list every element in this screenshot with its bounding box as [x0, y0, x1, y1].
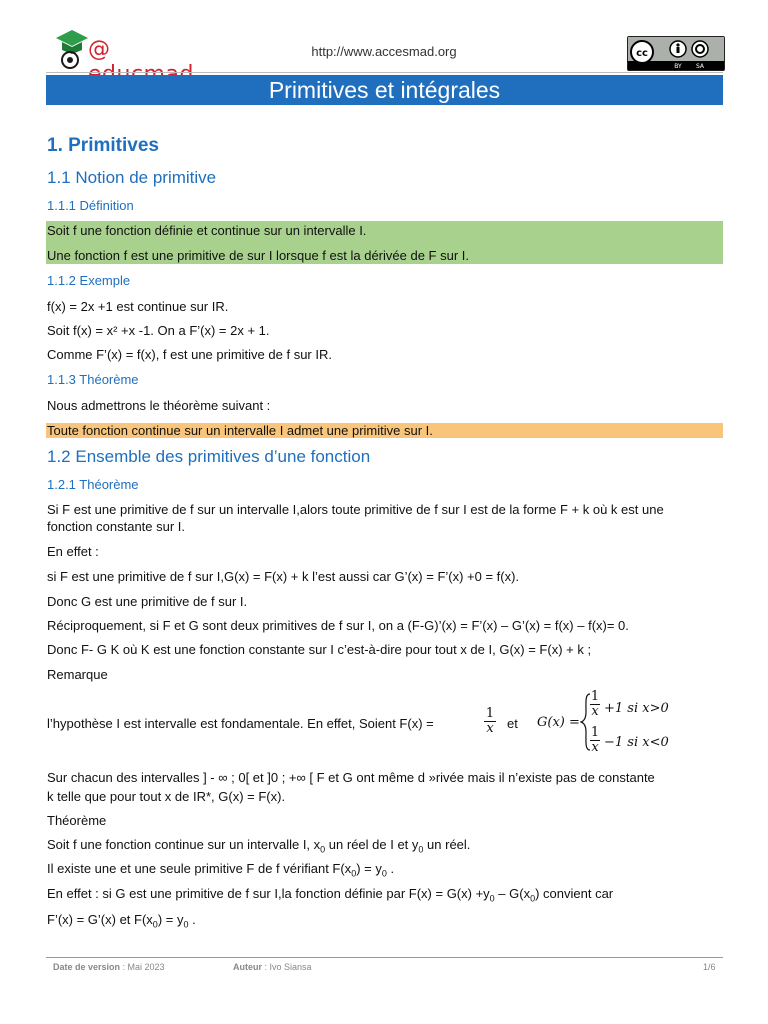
footer-author: Auteur : Ivo Siansa — [233, 962, 312, 972]
definition-line-2: Une fonction f est une primitive de sur I lorsque f est la dérivée de F sur I. — [47, 248, 469, 263]
section-heading-primitives: 1. Primitives — [47, 135, 159, 156]
svg-text:SA: SA — [695, 63, 705, 70]
soit-line: Soit f une fonction continue sur un intervalle I, $x_0$ un réel de I et $y_0$ un réel. — [47, 837, 471, 855]
footer-page-number: 1/6 — [703, 962, 716, 972]
paragraph-line-1: Si F est une primitive de f sur un intervalle I,alors toute primitive de f sur I est de la forme F + k où k est une — [47, 502, 664, 517]
cc-by-sa-icon — [628, 37, 724, 70]
heading-theoreme-1: 1.1.3 Théorème — [47, 372, 139, 387]
en-effet-label: En effet : — [47, 544, 99, 559]
definition-line-1: Soit f une fonction définie et continue sur un intervalle I. — [47, 223, 367, 238]
theorem-statement: Toute fonction continue sur un intervalle I admet une primitive sur I. — [47, 423, 433, 438]
subsection-notion-de-primitive: 1.1 Notion de primitive — [47, 168, 217, 187]
subsection-ensemble-primitives: 1.2 Ensemble des primitives d’une fonction — [47, 447, 371, 466]
case1-fraction: 1 x — [590, 689, 600, 719]
site-url[interactable]: http://www.accesmad.org — [311, 44, 457, 59]
svg-text:cc: cc — [636, 48, 648, 59]
theorem-intro: Nous admettrons le théorème suivant : — [47, 398, 271, 413]
footer-version: Date de version : Mai 2023 — [53, 962, 165, 972]
intervals-line-1: Sur chacun des intervalles ] - ∞ ; 0[ et ]0 ; +∞ [ F et G ont même d »rivée mais il n’existe pas de constante — [47, 770, 655, 785]
heading-exemple: 1.1.2 Exemple — [47, 273, 131, 288]
hypothesis-text: l’hypothèse I est intervalle est fondamentale. En effet, Soient F(x) = — [47, 716, 434, 731]
proof-line-a: si F est une primitive de f sur I,G(x) = F(x) + k l’est aussi car G’(x) = F’(x) +0 = f(x). — [47, 569, 520, 584]
last-line: F’(x) = G’(x) et $F(x_0) = y_0$ . — [47, 912, 196, 930]
svg-text:BY: BY — [674, 63, 682, 70]
footer-divider — [46, 957, 723, 958]
existence-line: Il existe une et une seule primitive F de f vérifiant $F(x_0) = y_0$ . — [47, 861, 395, 879]
g-label: G(x) = — [537, 715, 580, 730]
header-divider — [46, 72, 723, 73]
heading-definition: 1.1.1 Définition — [47, 198, 134, 213]
example-line-1: f(x) = 2x +1 est continue sur IR. — [47, 299, 229, 314]
heading-theoreme-2: 1.2.1 Théorème — [47, 477, 139, 492]
case2-tail: −1 si x<0 — [604, 735, 669, 750]
fraction-F: 1 x — [485, 706, 495, 736]
intervals-line-2: k telle que pour tout x de IR*, G(x) = F(x). — [47, 789, 286, 804]
et-word: et — [507, 716, 518, 731]
case2-fraction: 1 x — [590, 725, 600, 755]
cc-license-badge — [627, 36, 725, 71]
proof-line-b: Donc G est une primitive de f sur I. — [47, 594, 248, 609]
paragraph-line-2: fonction constante sur I. — [47, 519, 186, 534]
theoreme-label: Théorème — [47, 813, 107, 828]
remarque-label: Remarque — [47, 667, 108, 682]
example-line-3: Comme F’(x) = f(x), f est une primitive de f sur IR. — [47, 347, 332, 362]
logo-text: @ — [88, 37, 111, 62]
proof-line-c: Réciproquement, si F et G sont deux primitives de f sur I, on a (F-G)’(x) = F’(x) – G’(x) = f(x) – f(x)= 0. — [47, 618, 629, 633]
proof-line-d: Donc F- G K où K est une fonction constante sur I c’est-à-dire pour tout x de I, G(x) = F(x) + k ; — [47, 642, 592, 657]
case1-tail: +1 si x>0 — [604, 701, 669, 716]
example-line-2: Soit f(x) = x² +x -1. On a F’(x) = 2x + 1. — [47, 323, 270, 338]
effet-line: En effet : si G est une primitive de f sur I,la fonction définie par $F(x) = G(x) +y_0 - G(x_0)$ convient car — [47, 886, 614, 904]
page-title: Primitives et intégrales — [46, 75, 723, 105]
